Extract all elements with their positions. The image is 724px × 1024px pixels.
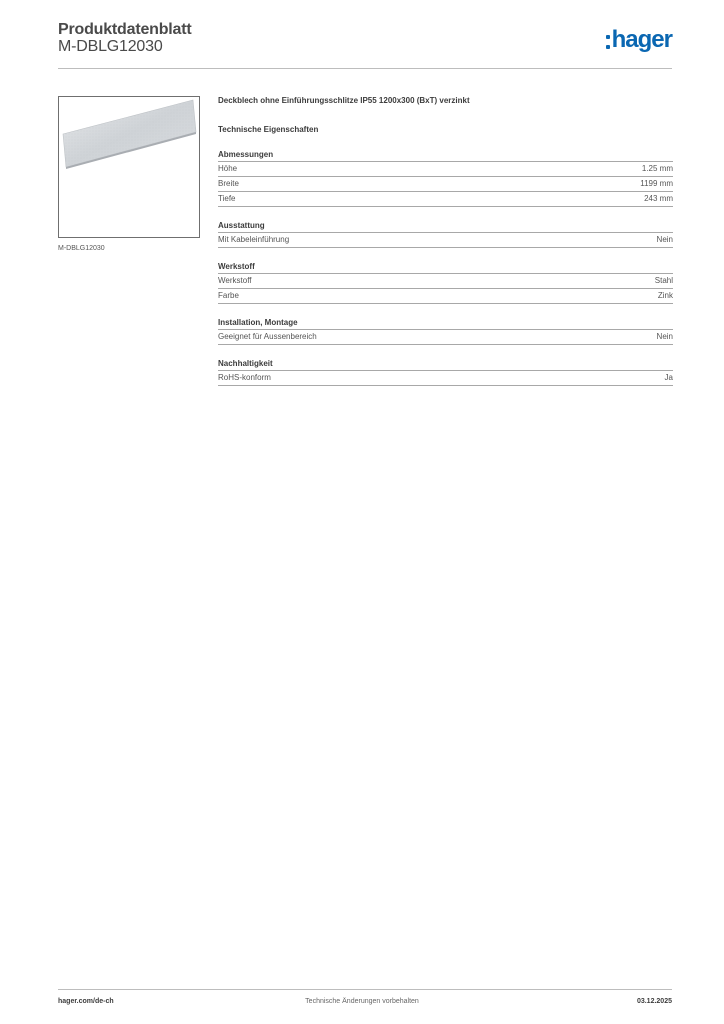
spec-row bbox=[218, 274, 673, 289]
spec-value: Stahl bbox=[654, 276, 673, 285]
spec-value: 243 mm bbox=[644, 194, 673, 203]
product-name: Deckblech ohne Einführungsschlitze IP55 1200x300 (BxT) verzinkt bbox=[218, 96, 470, 105]
logo-text: hager bbox=[611, 26, 672, 53]
product-image bbox=[58, 96, 200, 238]
hager-logo[interactable] bbox=[606, 26, 672, 54]
spec-label: Höhe bbox=[218, 164, 238, 173]
cover-plate-image bbox=[59, 97, 199, 237]
spec-value: Zink bbox=[657, 291, 673, 300]
group-title: Ausstattung bbox=[218, 221, 673, 233]
spec-label: Werkstoff bbox=[218, 276, 252, 285]
spec-label: Farbe bbox=[218, 291, 239, 300]
spec-value: Nein bbox=[656, 235, 673, 244]
spec-group-equipment bbox=[218, 221, 673, 248]
page-title: Produktdatenblatt bbox=[58, 21, 192, 38]
spec-row bbox=[218, 162, 673, 177]
group-title: Werkstoff bbox=[218, 262, 673, 274]
product-code: M-DBLG12030 bbox=[58, 38, 163, 55]
spec-row bbox=[218, 330, 673, 345]
spec-row bbox=[218, 371, 673, 386]
spec-label: RoHS-konform bbox=[218, 373, 271, 382]
spec-label: Mit Kabeleinführung bbox=[218, 235, 290, 244]
spec-group-installation bbox=[218, 318, 673, 345]
header-divider bbox=[58, 68, 672, 69]
image-caption: M-DBLG12030 bbox=[58, 245, 105, 252]
footer-divider bbox=[58, 989, 672, 990]
spec-label: Breite bbox=[218, 179, 239, 188]
spec-value: 1.25 mm bbox=[641, 164, 673, 173]
footer-disclaimer: Technische Änderungen vorbehalten bbox=[305, 998, 419, 1005]
footer-date: 03.12.2025 bbox=[636, 998, 672, 1005]
spec-label: Tiefe bbox=[218, 194, 236, 203]
section-heading: Technische Eigenschaften bbox=[218, 125, 319, 134]
spec-group-material bbox=[218, 262, 673, 304]
group-title: Nachhaltigkeit bbox=[218, 359, 673, 371]
footer-website-link[interactable]: hager.com/de-ch bbox=[58, 998, 114, 1005]
spec-value: Nein bbox=[656, 332, 673, 341]
spec-group-sustainability bbox=[218, 359, 673, 386]
logo-dots-icon bbox=[606, 35, 610, 49]
spec-row bbox=[218, 192, 673, 207]
spec-label: Geeignet für Aussenbereich bbox=[218, 332, 317, 341]
spec-value: 1199 mm bbox=[640, 179, 673, 188]
spec-row bbox=[218, 177, 673, 192]
spec-content bbox=[218, 96, 673, 400]
spec-row bbox=[218, 233, 673, 248]
spec-group-dimensions bbox=[218, 150, 673, 207]
spec-row bbox=[218, 289, 673, 304]
group-title: Abmessungen bbox=[218, 150, 673, 162]
spec-value: Ja bbox=[664, 373, 673, 382]
group-title: Installation, Montage bbox=[218, 318, 673, 330]
